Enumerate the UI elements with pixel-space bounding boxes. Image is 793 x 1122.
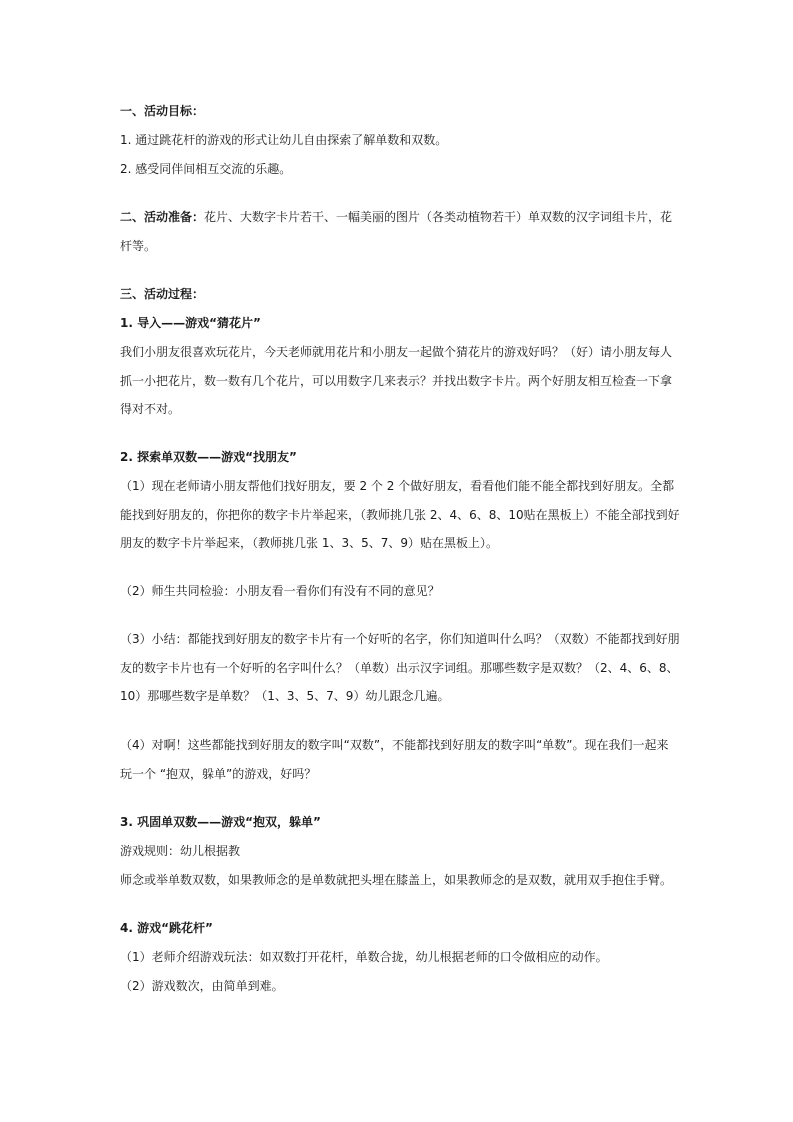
prep-label: 二、活动准备： xyxy=(120,210,205,224)
section-2-para-3: （3）小结：都能找到好朋友的数字卡片有一个好听的名字，你们知道叫什么吗？（双数）不能都找到好朋友的数字卡片也有一个好听的名字叫什么？（单数）出示汉字词组。那哪些数字是双数？（2、4、6、8、10）那哪些数字是单数？（1、3、5、7、9）幼儿跟念几遍。 xyxy=(120,632,680,703)
section-2-para-2: （2）师生共同检验：小朋友看一看你们有没有不同的意见？ xyxy=(120,584,440,598)
section-3-heading: 3. 巩固单双数——游戏“抱双，躲单” xyxy=(120,815,321,829)
goals-item-2: 2. 感受同伴间相互交流的乐趣。 xyxy=(120,162,292,176)
section-3-rules: 游戏规则：幼儿根据教 xyxy=(120,844,241,858)
prep-text: 花片、大数字卡片若干、一幅美丽的图片（各类动植物若干）单双数的汉字词组卡片，花杆等。 xyxy=(120,210,673,253)
section-1-text: 我们小朋友很喜欢玩花片，今天老师就用花片和小朋友一起做个猜花片的游戏好吗？（好）请小朋友每人抓一小把花片，数一数有几个花片，可以用数字几来表示？并找出数字卡片。两个好朋友相互检查一下拿得对不对。 xyxy=(120,345,673,416)
goals-heading: 一、活动目标： xyxy=(120,104,205,118)
section-2-para-1: （1）现在老师请小朋友帮他们找好朋友，要 2 个 2 个做好朋友，看看他们能不能全都找到好朋友。全都能找到好朋友的，你把你的数字卡片举起来，（教师挑几张 2、4、6、8、10贴在黑板上）不能全部找到好朋友的数字卡片举起来，（教师挑几张 1、3、5、7、9）贴在黑板上）。 xyxy=(120,479,680,550)
section-4-para-2: （2）游戏数次，由简单到难。 xyxy=(120,979,284,993)
section-1-heading: 1. 导入——游戏“猜花片” xyxy=(120,316,261,330)
goals-item-1: 1. 通过跳花杆的游戏的形式让幼儿自由探索了解单数和双数。 xyxy=(120,133,448,147)
section-4-heading: 4. 游戏“跳花杆” xyxy=(120,921,213,935)
process-heading: 三、活动过程： xyxy=(120,287,205,301)
prep-paragraph xyxy=(120,203,680,260)
section-2-heading: 2. 探索单双数——游戏“找朋友” xyxy=(120,450,297,464)
section-2-para-4: （4）对啊！这些都能找到好朋友的数字叫“双数”，不能都找到好朋友的数字叫“单数”。现在我们一起来玩一个 “抱双，躲单”的游戏，好吗？ xyxy=(120,738,669,781)
section-3-text: 师念或举单数双数，如果教师念的是单数就把头埋在膝盖上，如果教师念的是双数，就用双手抱住手臂。 xyxy=(120,873,673,887)
section-4-para-1: （1）老师介绍游戏玩法：如双数打开花杆，单数合拢，幼儿根据老师的口令做相应的动作。 xyxy=(120,950,608,964)
